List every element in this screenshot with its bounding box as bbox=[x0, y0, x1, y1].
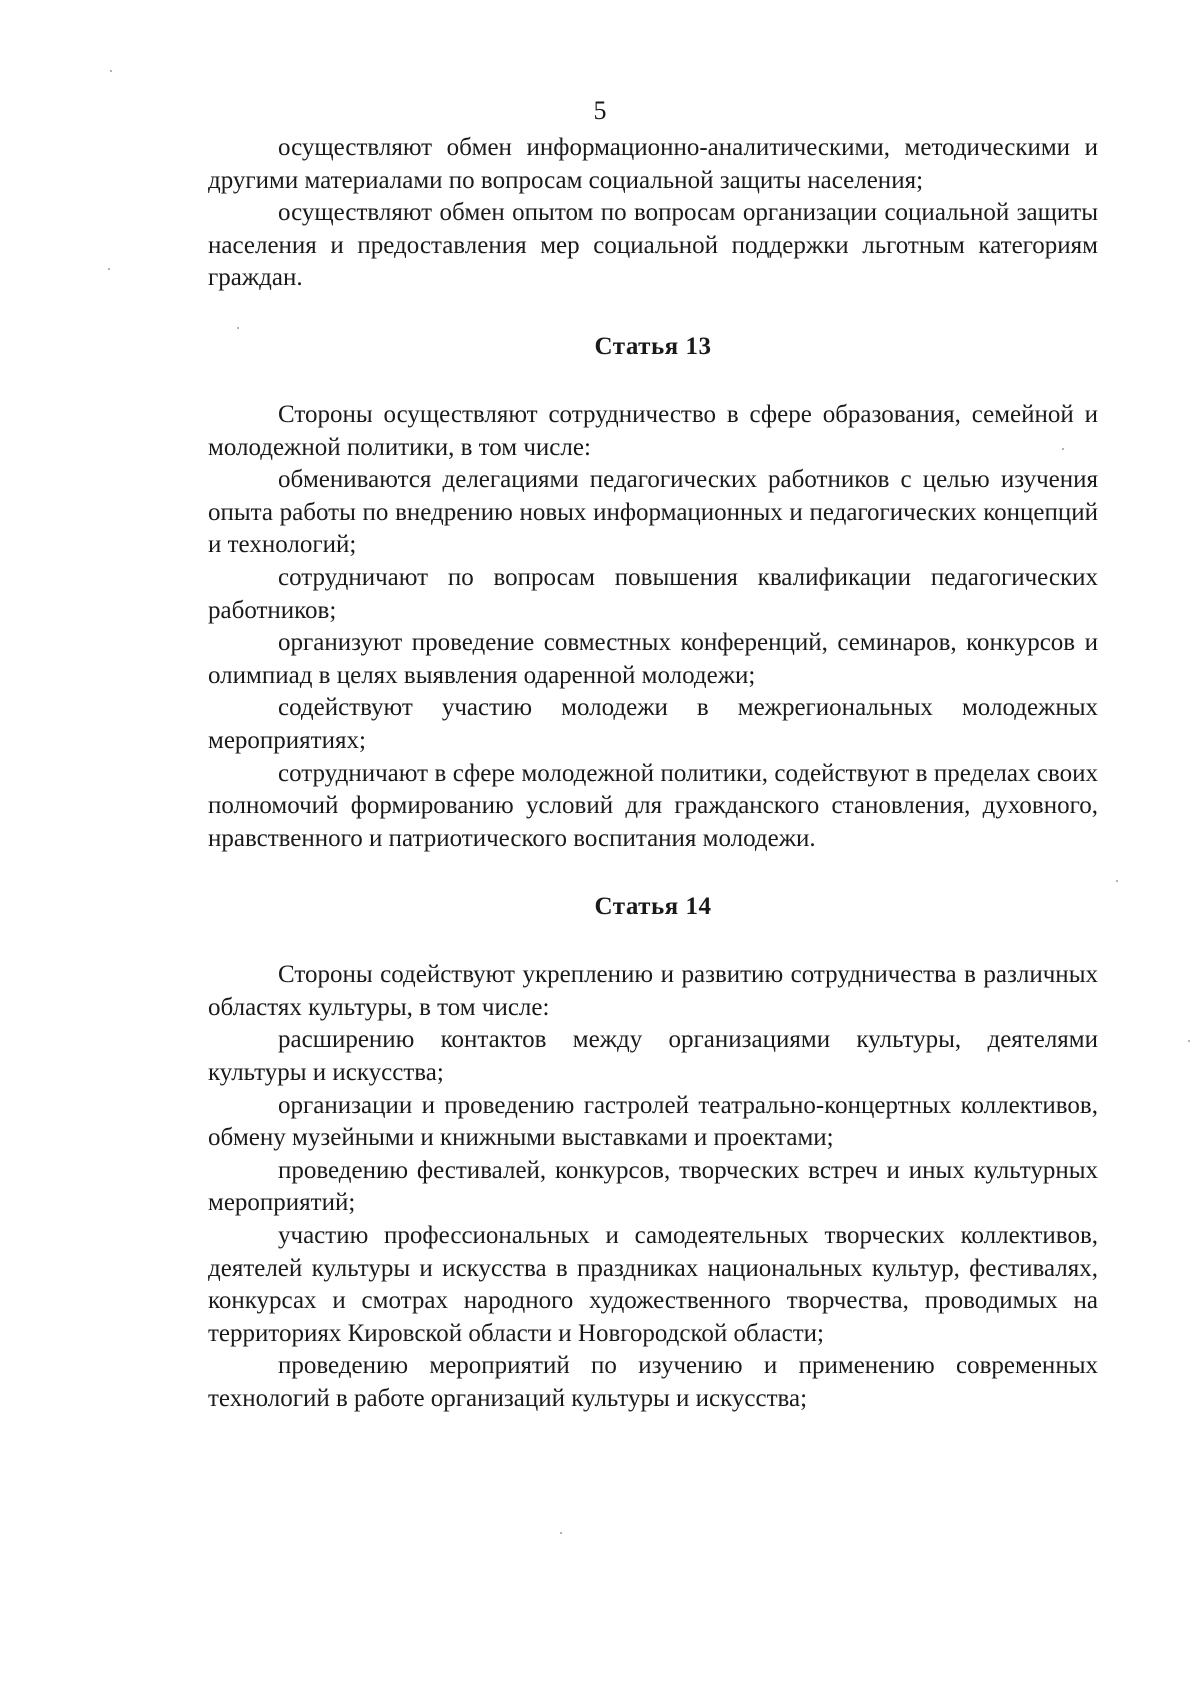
paragraph: участию профессиональных и самодеятельных творческих коллективов, деятелей культуры и искусства в праздниках национальных культур, фестивалях, конкурсах и смотрах народного художественного творчества, проводимых на территориях Кировской области и Новгородской области; bbox=[208, 1222, 1098, 1347]
scan-speck bbox=[110, 70, 112, 72]
article-heading: Статья 13 bbox=[594, 332, 712, 360]
scan-speck bbox=[1062, 448, 1064, 450]
paragraph: организуют проведение совместных конференций, семинаров, конкурсов и олимпиад в целях выявления одаренной молодежи; bbox=[208, 629, 1098, 689]
paragraph: Стороны содействуют укреплению и развитию сотрудничества в различных областях культуры, в том числе: bbox=[208, 961, 1098, 1021]
paragraph: организации и проведению гастролей театрально-концертных коллективов, обмену музейными и книжными выставками и проектами; bbox=[208, 1091, 1098, 1152]
scan-speck bbox=[108, 268, 110, 270]
paragraph: проведению фестивалей, конкурсов, творческих встреч и иных культурных мероприятий; bbox=[208, 1156, 1098, 1217]
scan-speck bbox=[1116, 880, 1118, 882]
paragraph: расширению контактов между организациями культуры, деятелями культуры и искусства; bbox=[208, 1026, 1098, 1087]
paragraph: осуществляют обмен информационно-аналитическими, методическими и другими материалами по вопросам социальной защиты населения; bbox=[208, 134, 1098, 194]
paragraph: осуществляют обмен опытом по вопросам организации социальной защиты населения и предоставления мер социальной поддержки льготным категориям граждан. bbox=[208, 199, 1098, 292]
article-14-section bbox=[208, 891, 1098, 1415]
paragraph: обмениваются делегациями педагогических работников с целью изучения опыта работы по внедрению новых информационных и педагогических концепций и технологий; bbox=[208, 466, 1098, 559]
paragraph: проведению мероприятий по изучению и применению современных технологий в работе организаций культуры и искусства; bbox=[208, 1352, 1098, 1412]
article-13-section bbox=[208, 331, 1098, 855]
article-heading: Статья 14 bbox=[594, 893, 712, 921]
scan-speck bbox=[560, 1532, 562, 1534]
paragraph: сотрудничают в сфере молодежной политики, содействуют в пределах своих полномочий формированию условий для гражданского становления, духовного, нравственного и патриотического воспитания молодежи. bbox=[208, 759, 1098, 852]
scan-speck bbox=[237, 327, 239, 329]
paragraph: содействуют участию молодежи в межрегиональных молодежных мероприятиях; bbox=[208, 694, 1098, 754]
paragraph: сотрудничают по вопросам повышения квалификации педагогических работников; bbox=[208, 563, 1098, 624]
document-body bbox=[208, 132, 1098, 1416]
page-number: 5 bbox=[593, 96, 607, 125]
paragraph: Стороны осуществляют сотрудничество в сфере образования, семейной и молодежной политики, в том числе: bbox=[208, 400, 1098, 461]
intro-section bbox=[208, 132, 1098, 295]
scan-speck bbox=[1188, 1040, 1190, 1042]
